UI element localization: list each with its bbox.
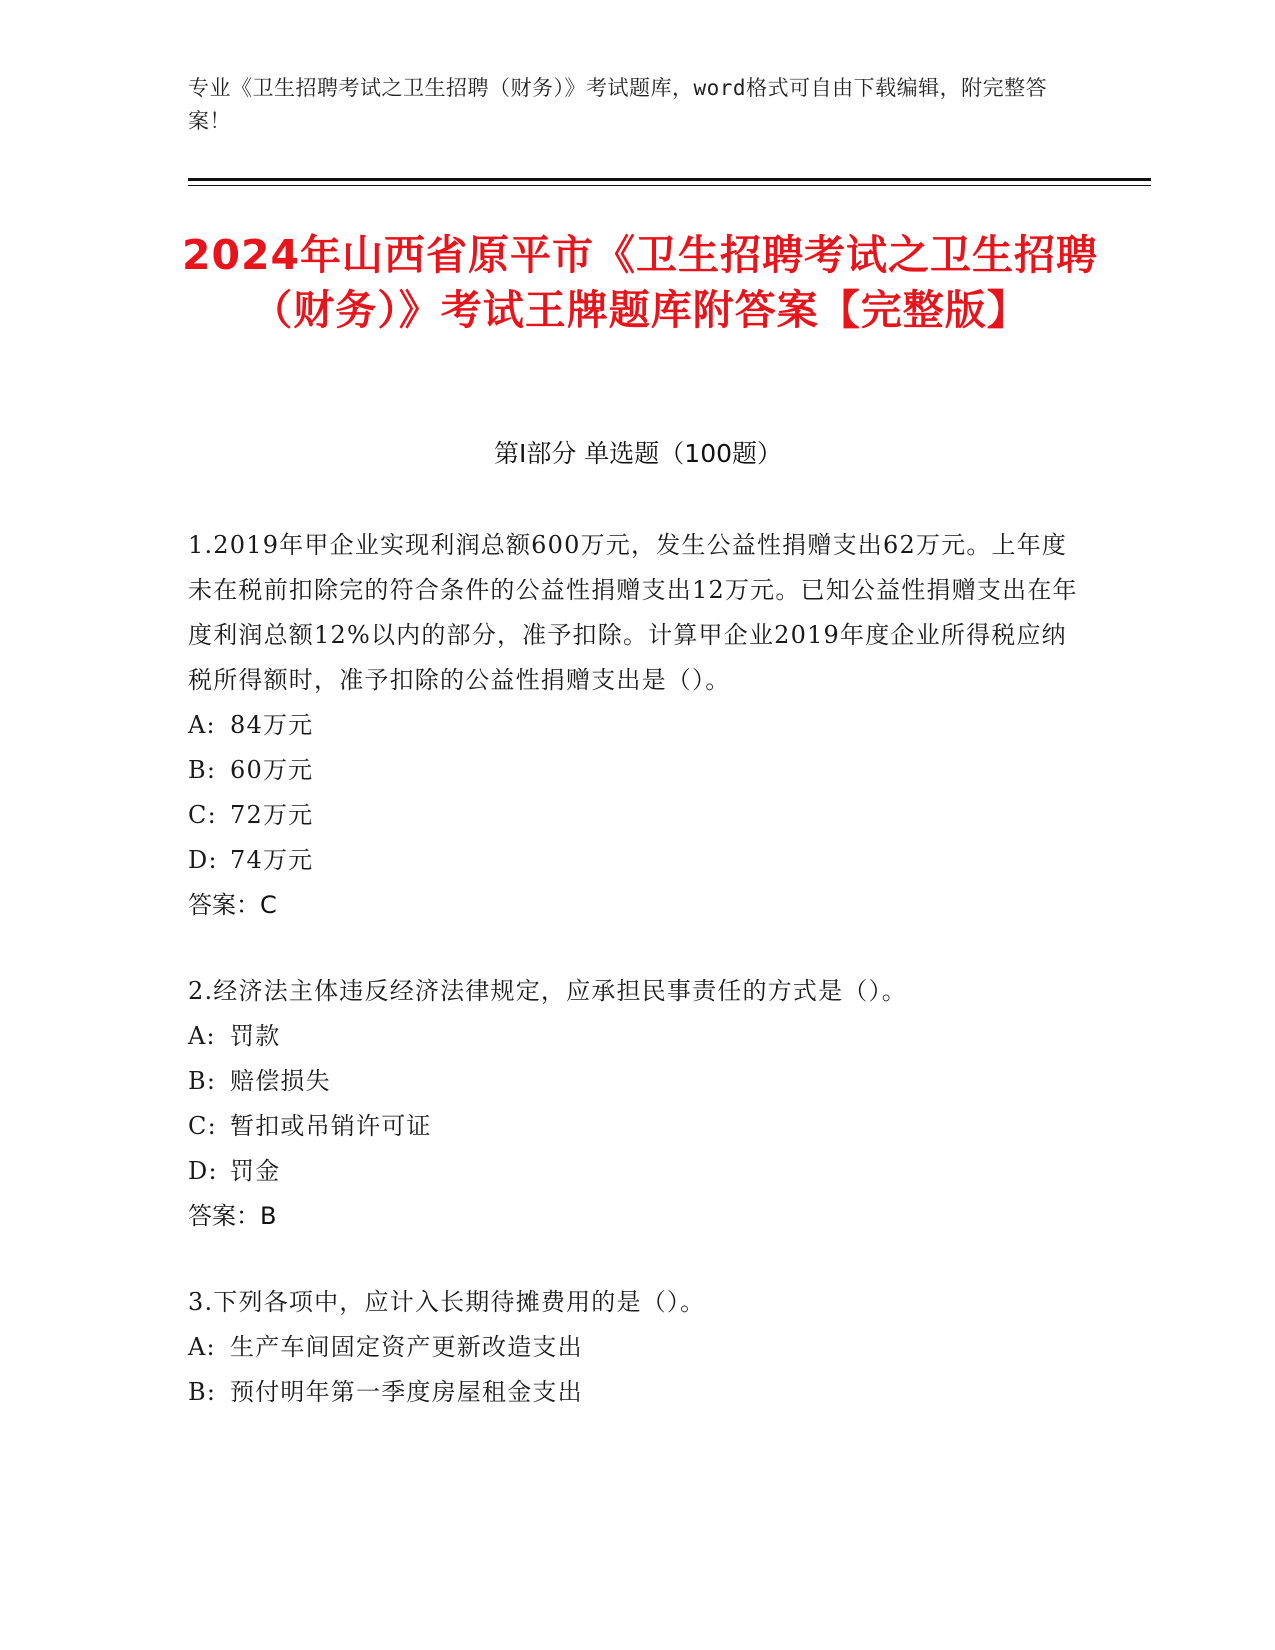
option-text: 暂扣或吊销许可证	[230, 1112, 432, 1140]
option-text: 生产车间固定资产更新改造支出	[230, 1333, 583, 1361]
option-key: A:	[188, 1333, 216, 1361]
answer-line: 答案：B	[188, 1202, 277, 1230]
option-key: A:	[188, 711, 216, 739]
section-title: 第I部分 单选题（100题）	[493, 439, 783, 468]
question-stem: 3.下列各项中，应计入长期待摊费用的是（）。	[188, 1288, 706, 1316]
option-text: 赔偿损失	[230, 1067, 331, 1095]
option-text: 罚金	[230, 1157, 281, 1185]
option-a	[188, 1014, 1088, 1059]
option-key: C:	[188, 801, 217, 829]
option-text: 预付明年第一季度房屋租金支出	[230, 1378, 583, 1406]
option-key: B:	[188, 1378, 217, 1406]
option-key: B:	[188, 1067, 217, 1095]
header-rule-thin	[188, 185, 1151, 186]
question-3	[188, 1280, 1088, 1415]
option-b	[188, 1370, 1088, 1415]
option-text: 72万元	[230, 801, 314, 829]
option-d	[188, 1149, 1088, 1194]
option-key: C:	[188, 1112, 217, 1140]
question-list	[188, 523, 1088, 1456]
option-b	[188, 1059, 1088, 1104]
option-c	[188, 793, 1088, 838]
option-b	[188, 748, 1088, 793]
option-key: D:	[188, 846, 218, 874]
option-text: 74万元	[230, 846, 314, 874]
option-key: A:	[188, 1022, 216, 1050]
header-note: 专业《卫生招聘考试之卫生招聘（财务）》考试题库，word格式可自由下载编辑，附完整答案！	[188, 76, 1048, 133]
option-a	[188, 703, 1088, 748]
option-text: 60万元	[230, 756, 314, 784]
answer-line: 答案：C	[188, 891, 277, 919]
option-a	[188, 1325, 1088, 1370]
header-rule-thick	[188, 178, 1151, 181]
option-c	[188, 1104, 1088, 1149]
option-key: B:	[188, 756, 217, 784]
option-text: 罚款	[230, 1022, 281, 1050]
option-d	[188, 838, 1088, 883]
option-key: D:	[188, 1157, 218, 1185]
document-title: 2024年山西省原平市《卫生招聘考试之卫生招聘（财务）》考试王牌题库附答案【完整版】	[181, 231, 1099, 334]
question-2	[188, 969, 1088, 1239]
question-1	[188, 523, 1088, 928]
question-stem: 1.2019年甲企业实现利润总额600万元，发生公益性捐赠支出62万元。上年度未在税前扣除完的符合条件的公益性捐赠支出12万元。已知公益性捐赠支出在年度利润总额12%以内的部分，准予扣除。计算甲企业2019年度企业所得税应纳税所得额时，准予扣除的公益性捐赠支出是（）。	[188, 531, 1078, 694]
question-stem: 2.经济法主体违反经济法律规定，应承担民事责任的方式是（）。	[188, 977, 907, 1005]
option-text: 84万元	[230, 711, 314, 739]
